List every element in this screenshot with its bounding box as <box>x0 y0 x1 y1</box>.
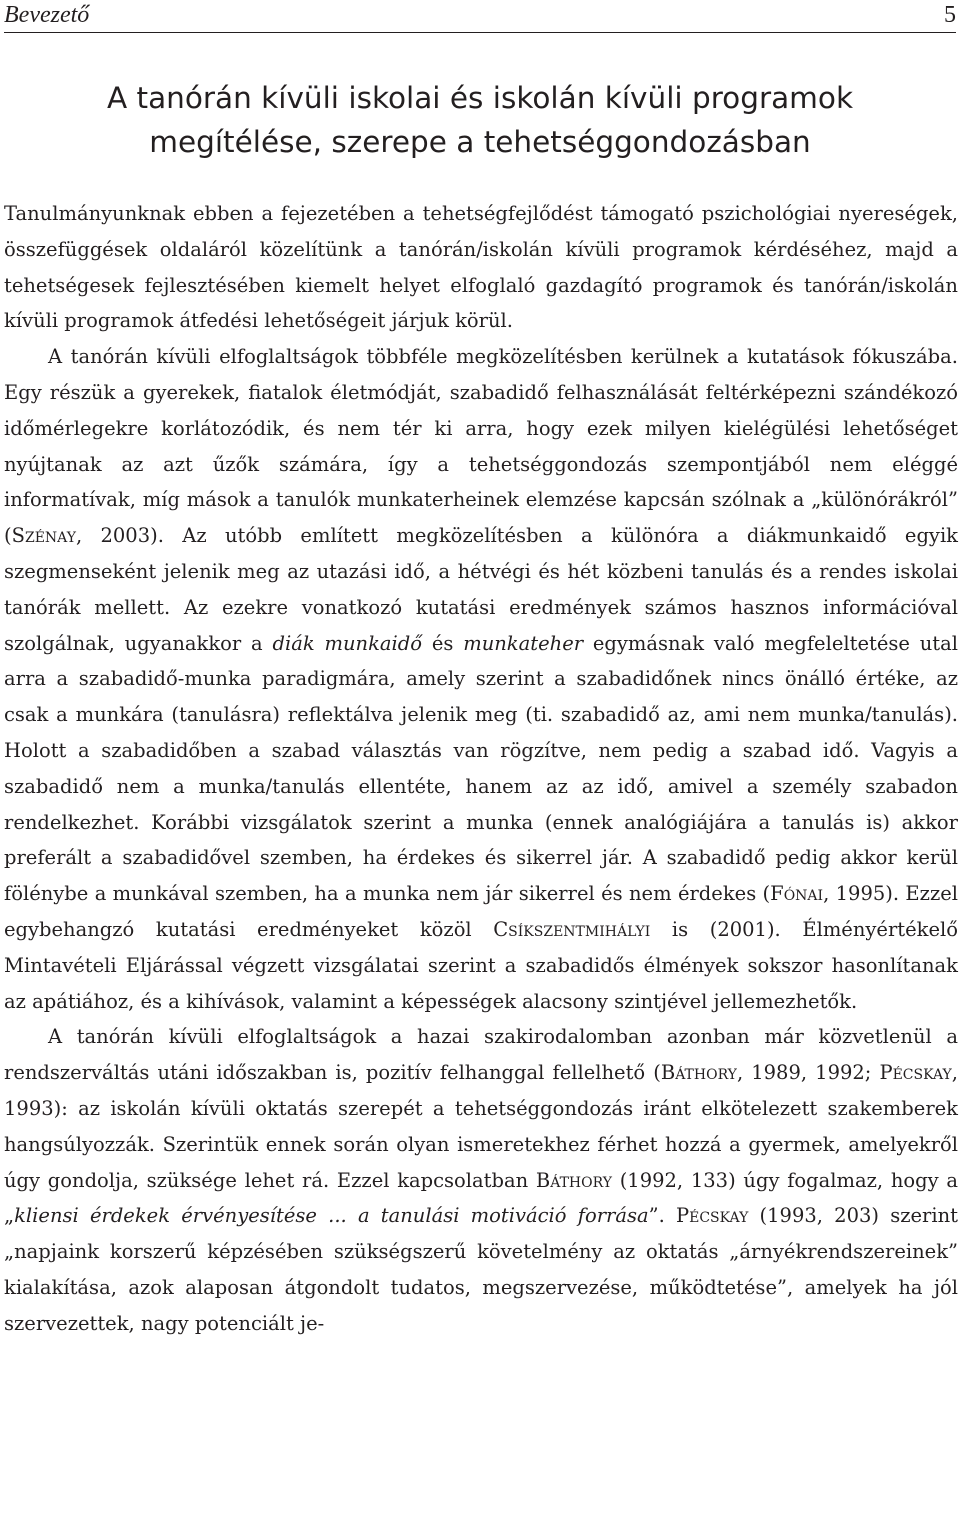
emphasis-text: diák munkaidő <box>272 631 422 655</box>
text-run: , 1989, 1992; <box>736 1061 880 1085</box>
author-name: Báthory <box>535 1168 612 1192</box>
author-name: Pécskay <box>676 1204 749 1228</box>
author-name: Csíkszentmihályi <box>493 917 651 941</box>
author-name: Fónai <box>770 882 824 906</box>
text-run: és <box>421 631 464 655</box>
paragraph <box>4 1019 958 1341</box>
page-number: 5 <box>944 2 956 28</box>
paragraph <box>4 196 958 339</box>
text-run: ”. <box>648 1204 676 1228</box>
text-run: (1993, 203) szerint „napjaink korszerű képzésében szükségszerű követelmény az oktatás „árnyékrendszereinek” kialakítása, azok alaposan átgondolt tudatos, megszervezése, működtetése”, amelyek ha jól szervezettek, nagy potenciált je- <box>4 1204 958 1335</box>
body-text <box>4 196 958 1342</box>
text-run: A tanórán kívüli elfoglaltságok a hazai szakirodalomban azonban már közvetlenül a rendszerváltás utáni időszakban is, pozitív felhanggal fellelhető ( <box>4 1025 958 1085</box>
author-name: Báthory <box>660 1061 737 1085</box>
text-run: (1992, 133) úgy fogalmaz, hogy a „ <box>4 1168 958 1228</box>
emphasis-text: munkateher <box>463 631 584 655</box>
paragraph <box>4 339 958 1019</box>
text-run: , 2003). Az utóbb említett megközelítésben a különóra a diákmunkaidő egyik szegmenseként jelenik meg az utazási idő, a hétvégi és hét közbeni tanulás és a rendes iskolai tanórák mellett. Az ezekre vonatkozó kutatási eredmények számos hasznos információval szolgálnak, ugyanakkor a <box>4 524 958 655</box>
chapter-title-line-1: A tanórán kívüli iskolai és iskolán kívüli programok <box>106 81 854 115</box>
chapter-title <box>0 76 960 164</box>
text-run: egymásnak való megfeleltetése utal arra a szabadidő-munka paradigmára, amely szerint a szabadidőnek nincs önálló értéke, az csak a munkára (tanulásra) reflektálva jelenik meg (ti. szabadidő az, ami nem munka/tanulás). Holott a szabadidőben a szabad választás van rögzítve, nem pedig a szabad idő. Vagyis a szabadidő nem a munka/tanulás ellentéte, hanem az az idő, amivel a személy szabadon rendelkezhet. Korábbi vizsgálatok szerint a munka (ennek analógiájára a tanulás is) akkor preferált a szabadidővel szemben, ha érdekes és sikerrel jár. A szabadidő pedig akkor kerül fölénybe a munkával szemben, ha a munka nem jár sikerrel és nem érdekes ( <box>4 631 958 906</box>
text-run: is (2001). Élményértékelő Mintavételi Eljárással végzett vizsgálatai szerint a szabadidős élmények sokszor hasonlítanak az apátiához, és a kihívások, valamint a képességek alacsony szintjével jellemezhetők. <box>4 917 958 1013</box>
text-run: A tanórán kívüli elfoglaltságok többféle megközelítésben kerülnek a kutatások fókuszába. Egy részük a gyerekek, fiatalok életmódját, szabadidő felhasználását feltérképezni szándékozó időmérlegekre korlátozódik, és nem tér ki arra, hogy ezek milyen kielégülési lehetőséget nyújtanak az azt űzők számára, így a tehetséggondozás szempontjából nem eléggé informatívak, míg mások a tanulók munkaterheinek elemzése kapcsán szólnak a „különórákról” ( <box>4 345 958 548</box>
author-name: Szénay <box>11 524 76 548</box>
author-name: Pécskay <box>879 1061 952 1085</box>
text-run: Tanulmányunknak ebben a fejezetében a tehetségfejlődést támogató pszichológiai nyereségek, összefüggések oldaláról közelítünk a tanórán/iskolán kívüli programok kérdéséhez, majd a tehetségesek fejlesztésében kiemelt helyet elfoglaló gazdagító programok és tanórán/iskolán kívüli programok átfedési lehetőségeit járjuk körül. <box>4 202 958 333</box>
running-head <box>4 2 956 33</box>
text-run: , 1993): az iskolán kívüli oktatás szerepét a tehetséggondozás iránt elkötelezett szakemberek hangsúlyozzák. Szerintük ennek során olyan ismeretekhez férhet hozzá a gyermek, amelyekről úgy gondolja, szüksége lehet rá. Ezzel kapcsolatban <box>4 1061 958 1192</box>
text-run: , 1995). Ezzel egybehangzó kutatási eredményeket közöl <box>4 882 958 941</box>
running-title: Bevezető <box>4 2 90 28</box>
emphasis-text: kliensi érdekek érvényesítése ... a tanulási motiváció forrása <box>14 1204 649 1228</box>
chapter-title-line-2: megítélése, szerepe a tehetséggondozásban <box>149 125 811 159</box>
